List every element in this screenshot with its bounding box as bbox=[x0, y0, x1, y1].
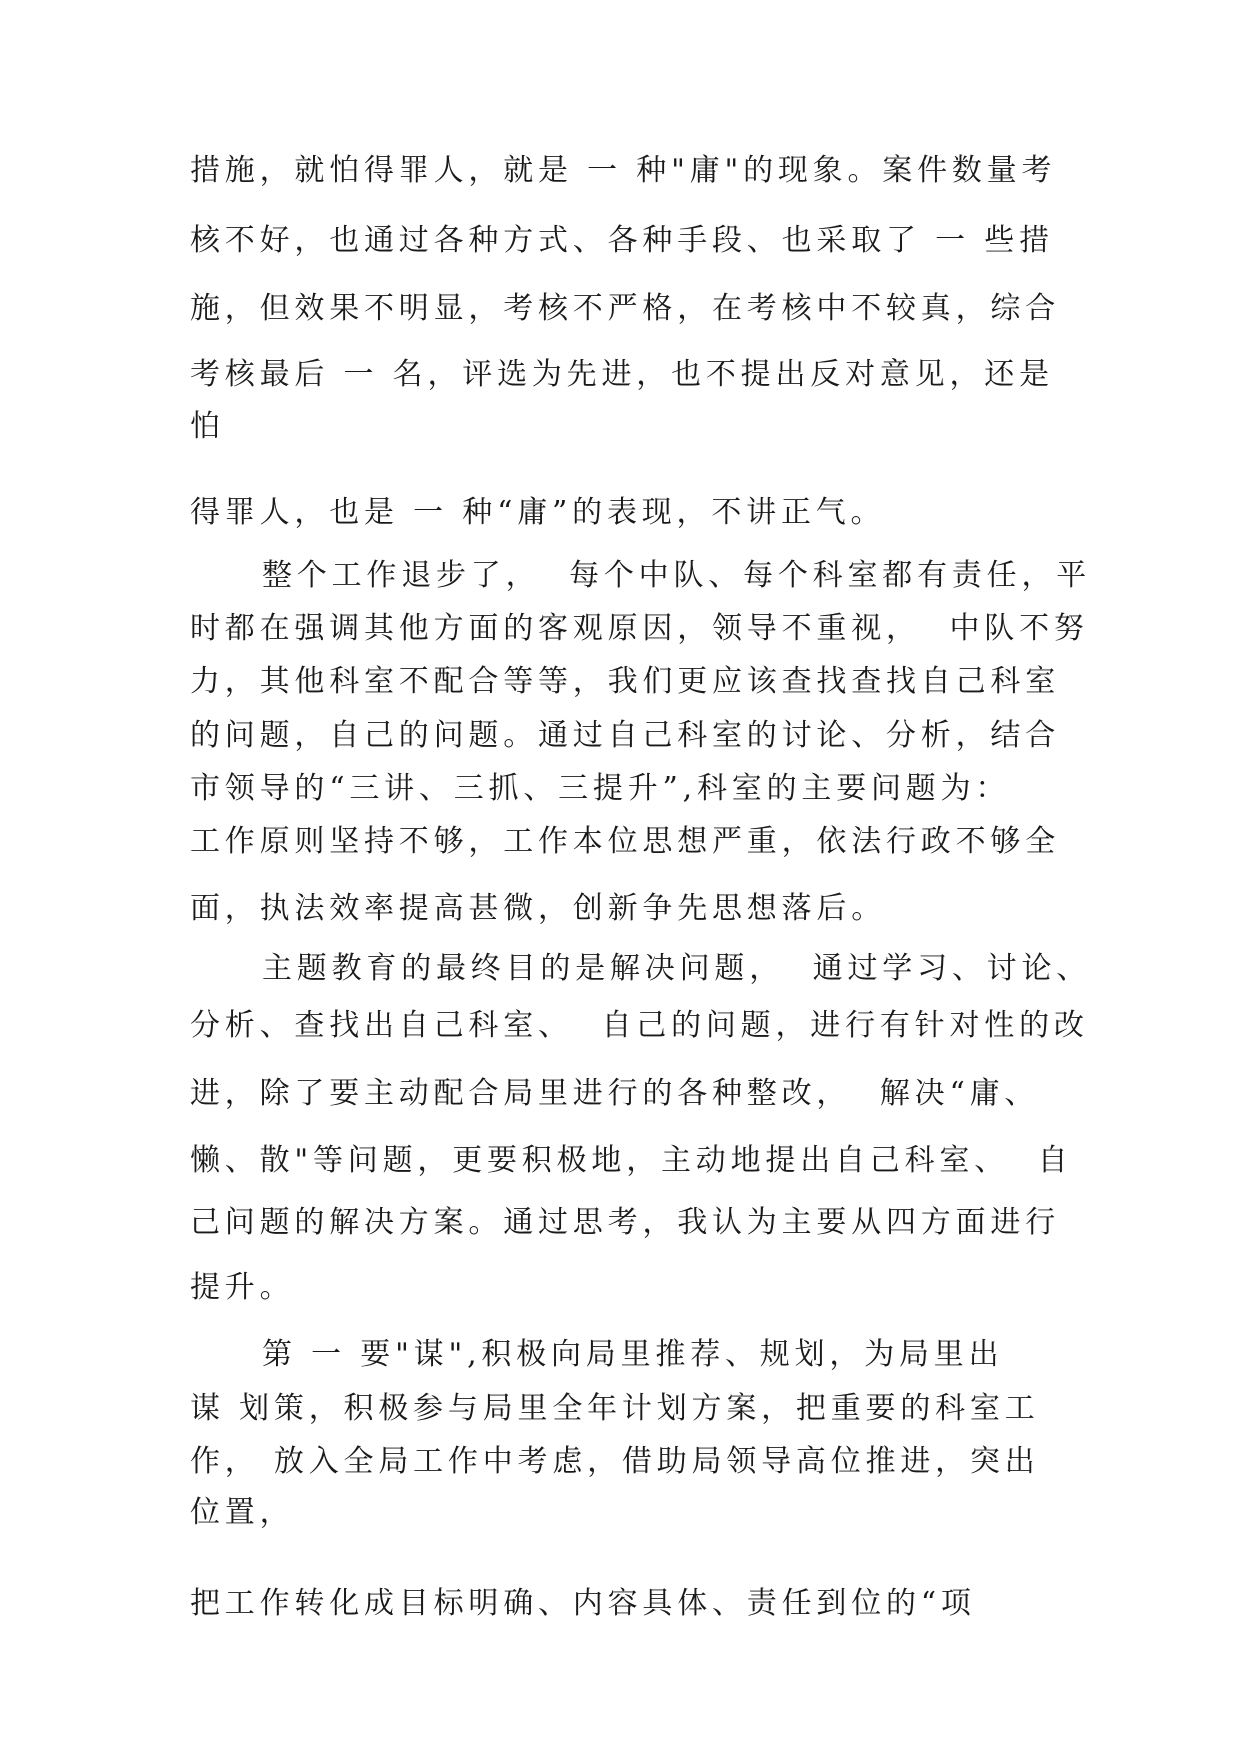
text-line: 分析、查找出自己科室、 自己的问题，进行有针对性的改 bbox=[190, 1008, 1089, 1043]
text-line: 懒、散"等问题，更要积极地，主动地提出自己科室、 自 bbox=[190, 1143, 1073, 1178]
text-line: 力，其他科室不配合等等，我们更应该查找查找自己科室 bbox=[190, 664, 1060, 699]
text-line: 位置， bbox=[190, 1495, 295, 1530]
text-line: 核不好，也通过各种方式、各种手段、也采取了 一 些措 bbox=[190, 223, 1054, 258]
text-line: 工作原则坚持不够，工作本位思想严重，依法行政不够全 bbox=[190, 824, 1060, 859]
text-line: 把工作转化成目标明确、内容具体、责任到位的“项 bbox=[190, 1586, 976, 1621]
text-line: 己问题的解决方案。通过思考，我认为主要从四方面进行 bbox=[190, 1205, 1060, 1240]
paragraph-first-line: 第 一 要"谋",积极向局里推荐、规划，为局里出 bbox=[262, 1337, 1004, 1372]
text-line: 作， 放入全局工作中考虑，借助局领导高位推进，突出 bbox=[190, 1444, 1040, 1479]
paragraph-first-line: 整个工作退步了， 每个中队、每个科室都有责任，平 bbox=[262, 558, 1092, 593]
text-line: 进，除了要主动配合局里进行的各种整改， 解决“庸、 bbox=[190, 1076, 1040, 1111]
text-line: 措施，就怕得罪人，就是 一 种"庸"的现象。案件数量考 bbox=[190, 153, 1057, 188]
text-line: 面，执法效率提高甚微，创新争先思想落后。 bbox=[190, 891, 886, 926]
text-line: 时都在强调其他方面的客观原因，领导不重视， 中队不努 bbox=[190, 611, 1089, 646]
text-line: 的问题，自己的问题。通过自己科室的讨论、分析，结合 bbox=[190, 718, 1060, 753]
text-line: 施，但效果不明显，考核不严格，在考核中不较真，综合 bbox=[190, 291, 1060, 326]
text-line: 得罪人，也是 一 种“庸”的表现，不讲正气。 bbox=[190, 495, 886, 530]
text-line: 市领导的“三讲、三抓、三提升”,科室的主要问题为： bbox=[190, 771, 1011, 806]
text-line: 提升。 bbox=[190, 1270, 295, 1305]
paragraph-first-line: 主题教育的最终目的是解决问题， 通过学习、讨论、 bbox=[262, 951, 1092, 986]
text-line: 怕 bbox=[190, 409, 225, 444]
text-line: 考核最后 一 名，评选为先进，也不提出反对意见，还是 bbox=[190, 357, 1054, 392]
text-line: 谋 划策，积极参与局里全年计划方案，把重要的科室工 bbox=[190, 1391, 1040, 1426]
